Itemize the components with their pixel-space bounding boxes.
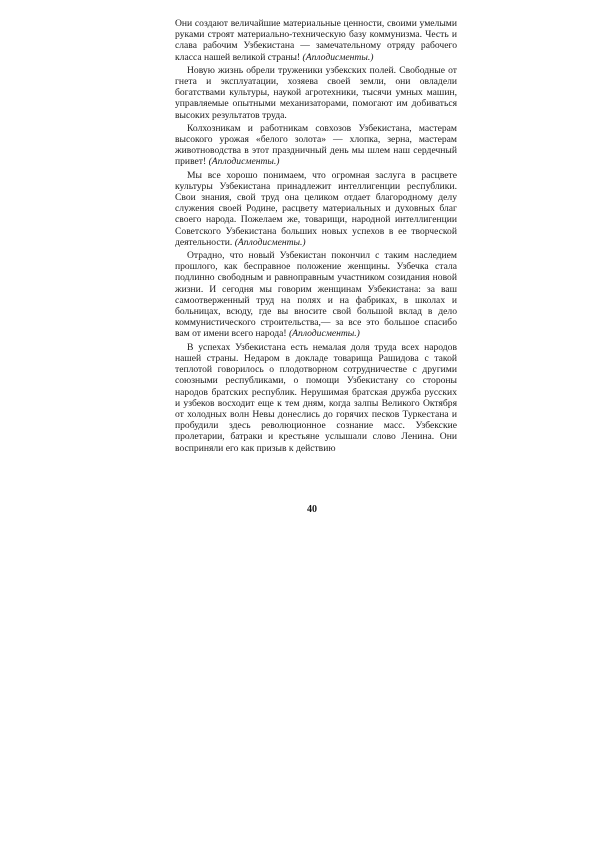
paragraph-text: Новую жизнь обрели труженики узбекских полей. Свободные от гнета и эксплуатации, хозяева своей земли, они овладели богатствами культуры, наукой агротехники, тысячи умных машин, управляемые опытными механизаторами, помогают им добиваться высоких результатов труда. [175,64,457,121]
paragraph-workers [175,18,457,63]
document-page [175,18,457,456]
applause-note: (Аплодисменты.) [302,51,374,63]
applause-note: (Аплодисменты.) [288,328,360,340]
applause-note: (Аплодисменты.) [208,156,280,168]
paragraph-friendship [175,342,457,454]
paragraph-intelligentsia [175,170,457,248]
paragraph-text: Колхозникам и работникам совхозов Узбекистана, мастерам высокого урожая «белого золота» — хлопка, зерна, мастерам животноводства в этот праздничный день мы шлем наш сердечный привет! [175,122,457,168]
page-number: 40 [307,504,317,515]
paragraph-kolkhoz-greeting [175,123,457,168]
paragraph-text: Отрадно, что новый Узбекистан покончил с таким наследием прошлого, как бесправное положение женщины. Узбечка стала подлинно свободным и равноправным участником созидания новой жизни. И сегодня мы говорим женщинам Узбекистана: за ваш самоотверженный труд на полях и на фабриках, в школах и больницах, всюду, где вы вносите свой большой вклад в дело коммунистического строительства,— за все это большое спасибо вам от имени всего народа! [175,250,457,340]
paragraph-women [175,250,457,340]
paragraph-text: Они создают величайшие материальные ценности, своими умелыми руками строят материально-техническую базу коммунизма. Честь и слава рабочим Узбекистана — замечательному отряду рабочего класса нашей великой страны! [175,18,457,63]
paragraph-farmers [175,65,457,121]
paragraph-text: Мы все хорошо понимаем, что огромная заслуга в расцвете культуры Узбекистана принадлежит интеллигенции республики. Свои знания, свой труд она целиком отдает благородному делу служения своей Родине, расцвету материальных и духовных благ своего народа. Пожелаем же, товарищи, народной интеллигенции Советского Узбекистана больших новых успехов в ее творческой деятельности. [175,169,457,248]
paragraph-text: В успехах Узбекистана есть немалая доля труда всех народов нашей страны. Недаром в докладе товарища Рашидова с такой теплотой говорилось о плодотворном сотрудничестве с другими союзными республиками, о помощи Узбекистану со стороны народов братских республик. Нерушимая братская дружба русских и узбеков восходит еще к тем дням, когда залпы Великого Октября от холодных волн Невы донеслись до горячих песков Туркестана и пробудили здесь революционное сознание масс. Узбекские пролетарии, батраки и крестьяне услышали слово Ленина. Они восприняли его как призыв к действию [175,341,457,454]
applause-note: (Аплодисменты.) [234,236,306,248]
